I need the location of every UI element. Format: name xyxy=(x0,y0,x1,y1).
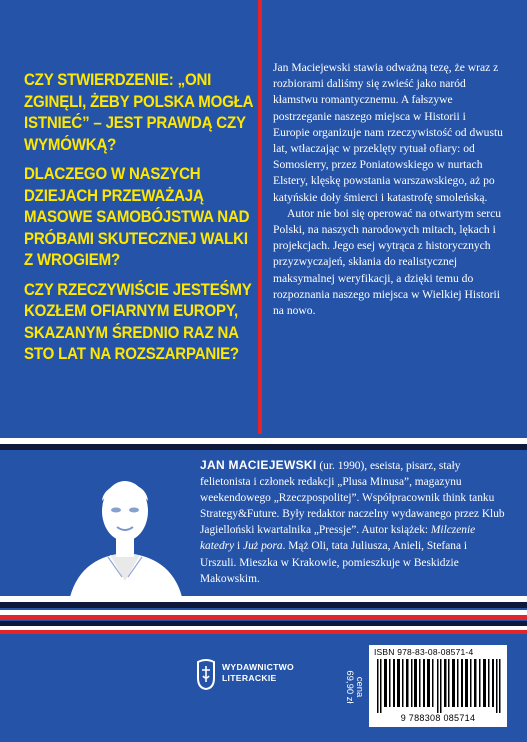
book-blurb xyxy=(273,60,505,319)
stripe-red xyxy=(0,615,527,620)
bio-conjunction: i xyxy=(234,540,244,553)
red-vertical-rule xyxy=(258,0,262,434)
bio-text-2: . Mąż Oli, tata Juliusza, Anieli, Stefana i Urszuli. Mieszka w Krakowie, pomieszkuje w Beskidzie Makowskim. xyxy=(200,540,468,585)
stripe-red xyxy=(0,630,527,634)
stripe-navy xyxy=(0,602,527,608)
author-name: JAN MACIEJEWSKI xyxy=(200,458,317,472)
barcode-number: 9 788308 085714 xyxy=(400,713,476,723)
publisher-logo-icon xyxy=(195,658,217,690)
blurb-paragraph-2: Autor nie boi się operować na otwartym sercu Polski, na naszych narodowych mitach, lękach i projekcjach. Jego esej wytrąca z historycznych przyzwyczajeń, skłania do realistycznej maksymalnej weryfikacji, a dzięki temu do rozpoznania naszego miejsca w Wielkiej Historii na nowo. xyxy=(273,206,502,318)
publisher-line-2: LITERACKIE xyxy=(222,673,277,683)
question-2: DLACZEGO W NASZYCH DZIEJACH PRZEWAŻAJĄ MASOWE SAMOBÓJSTWA NAD PRÓBAMI SKUTECZNEJ WALKI Z WROGIEM? xyxy=(24,165,250,269)
barcode-image xyxy=(377,659,501,713)
price-value: 69,90 zł xyxy=(344,670,355,704)
blurb-paragraph-1: Jan Maciejewski stawia odważną tezę, że wraz z rozbiorami daliśmy się zwieść jako naród kłamstwu romantycznemu. A fałszywe postrzeganie naszego miejsca w Historii i Europie organizuje nam rzeczywistość od dwustu lat, wtłaczając w przeklęty rytuał ofiary: od Somosierry, przez Poniatowskiego w nurtach Elstery, klęskę powstania warszawskiego, aż po katyńskie doły śmierci i katastrofę smoleńską. xyxy=(273,61,503,204)
price-caption: cena xyxy=(354,676,365,698)
publisher-name xyxy=(222,662,294,684)
question-3: CZY RZECZYWIŚCIE JESTEŚMY KOZŁEM OFIARNYM EUROPY, SKAZANYM ŚREDNIO RAZ NA STO LAT NA ROZSZARPANIE? xyxy=(24,280,252,363)
author-photo xyxy=(60,455,190,597)
bio-text-1: (ur. 1990), eseista, pisarz, stały felietonista i członek redakcji „Plusa Minusa”, magazynu weekendowego „Rzeczpospolitej”. Współpracownik think tanku Strategy&Future. Były redaktor naczelny wydawanego przez Klub Jagielloński kwartalnika „Pressje”. Autor książek: xyxy=(200,460,505,537)
book-title-2: Już pora xyxy=(243,540,283,553)
question-1: CZY STWIERDZENIE: „ONI ZGINĘLI, ŻEBY POLSKA MOGŁA ISTNIEĆ” – JEST PRAWDĄ CZY WYMÓWKĄ? xyxy=(24,71,253,154)
author-bio xyxy=(200,457,506,587)
barcode-box xyxy=(369,645,507,727)
book-title-1: Milczenie katedry xyxy=(200,524,476,553)
questions-block xyxy=(24,70,252,374)
stripe-navy xyxy=(0,444,527,450)
publisher-line-1: WYDAWNICTWO xyxy=(222,662,295,672)
isbn-label: ISBN 978-83-08-08571-4 xyxy=(374,647,474,657)
price-label xyxy=(345,655,363,715)
